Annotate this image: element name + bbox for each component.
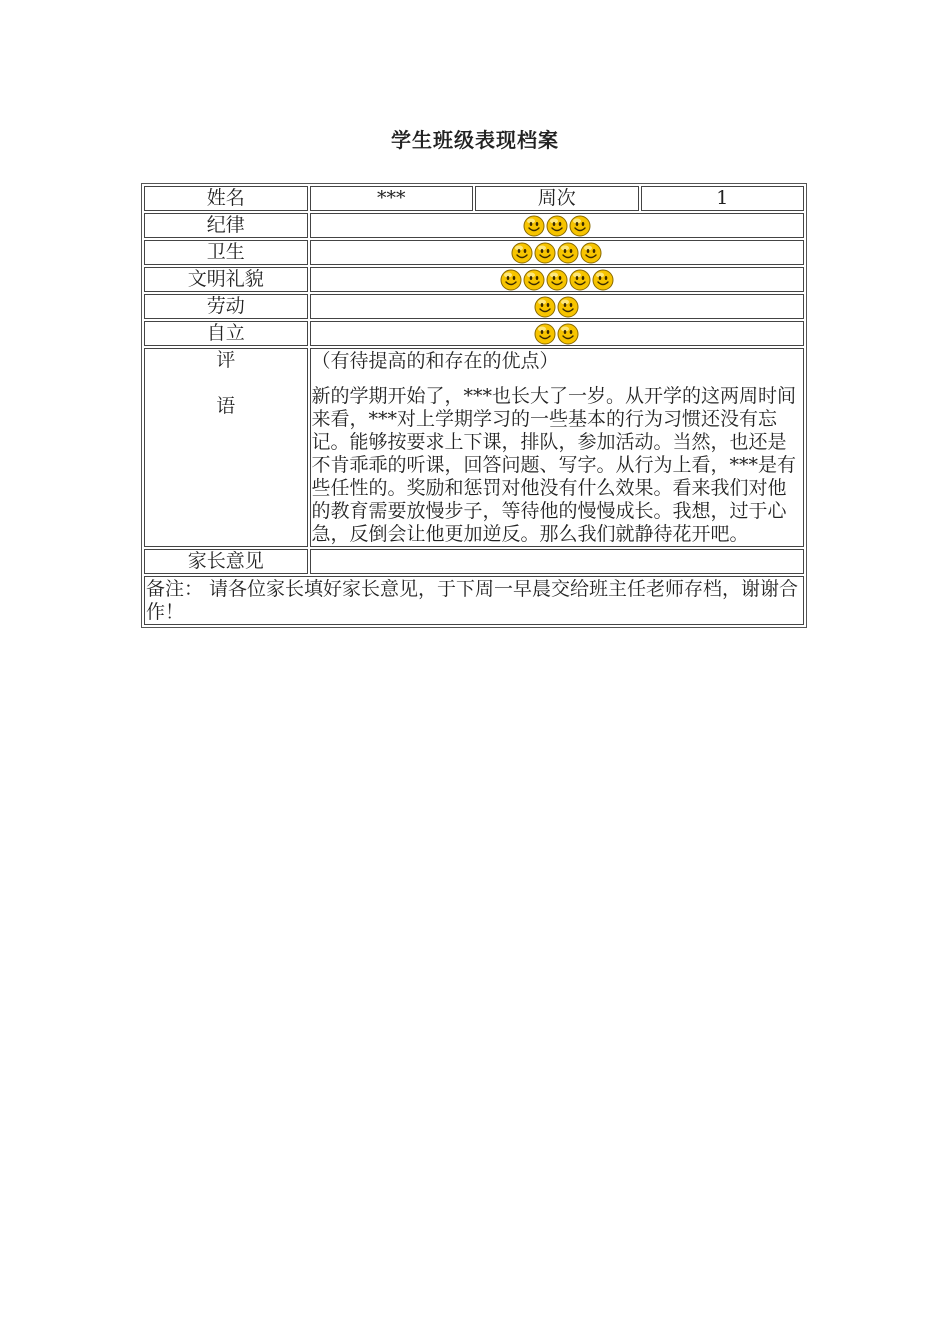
smiley-rating-independence	[312, 322, 803, 345]
rating-label-manners: 文明礼貌	[144, 267, 308, 292]
smiley-face-icon	[557, 242, 579, 264]
rating-label-labor: 劳动	[144, 294, 308, 319]
comment-body	[310, 348, 805, 547]
rating-value-manners	[310, 267, 805, 292]
smiley-face-icon	[534, 242, 556, 264]
smiley-face-icon	[557, 296, 579, 318]
page-title: 学生班级表现档案	[391, 128, 559, 152]
rating-value-discipline	[310, 213, 805, 238]
comment-label-bottom: 语	[216, 395, 236, 417]
rating-value-labor	[310, 294, 805, 319]
rating-value-hygiene	[310, 240, 805, 265]
smiley-face-icon	[523, 269, 545, 291]
smiley-rating-hygiene	[312, 241, 803, 264]
name-label: 姓名	[144, 186, 308, 211]
rating-value-independence	[310, 321, 805, 346]
smiley-face-icon	[534, 296, 556, 318]
name-value: ***	[310, 186, 474, 211]
parent-opinion-field	[310, 549, 805, 574]
smiley-rating-manners	[312, 268, 803, 291]
smiley-rating-discipline	[312, 214, 803, 237]
smiley-face-icon	[523, 215, 545, 237]
parent-opinion-label: 家长意见	[144, 549, 308, 574]
rating-label-discipline: 纪律	[144, 213, 308, 238]
smiley-face-icon	[546, 269, 568, 291]
smiley-face-icon	[557, 323, 579, 345]
smiley-face-icon	[580, 242, 602, 264]
comment-label-top: 评	[216, 349, 236, 371]
name-row	[144, 186, 804, 211]
smiley-rating-labor	[312, 295, 803, 318]
student-record-table	[141, 183, 807, 628]
comment-label	[144, 348, 308, 547]
smiley-face-icon	[511, 242, 533, 264]
smiley-face-icon	[569, 215, 591, 237]
week-label: 周次	[475, 186, 639, 211]
comment-row	[144, 348, 804, 547]
rating-row-manners	[144, 267, 804, 292]
comment-text: 新的学期开始了，***也长大了一岁。从开学的这两周时间来看，***对上学期学习的一些基本的行为习惯还没有忘记。能够按要求上下课，排队，参加活动。当然，也还是不肯乖乖的听课，回答问题、写字。从行为上看，***是有些任性的。奖励和惩罚对他没有什么效果。看来我们对他的教育需要放慢步子，等待他的慢慢成长。我想，过于心急，反倒会让他更加逆反。那么我们就静待花开吧。	[311, 385, 797, 545]
parent-opinion-row	[144, 549, 804, 574]
smiley-face-icon	[500, 269, 522, 291]
smiley-face-icon	[592, 269, 614, 291]
rating-row-discipline	[144, 213, 804, 238]
smiley-face-icon	[534, 323, 556, 345]
week-value: 1	[641, 186, 805, 211]
note-row	[144, 576, 804, 625]
comment-hint: （有待提高的和存在的优点）	[311, 350, 559, 372]
note-text: 备注： 请各位家长填好家长意见，于下周一早晨交给班主任老师存档，谢谢合作！	[144, 576, 804, 625]
rating-label-hygiene: 卫生	[144, 240, 308, 265]
rating-row-labor	[144, 294, 804, 319]
smiley-face-icon	[569, 269, 591, 291]
rating-label-independence: 自立	[144, 321, 308, 346]
smiley-face-icon	[546, 215, 568, 237]
rating-row-hygiene	[144, 240, 804, 265]
rating-row-independence	[144, 321, 804, 346]
